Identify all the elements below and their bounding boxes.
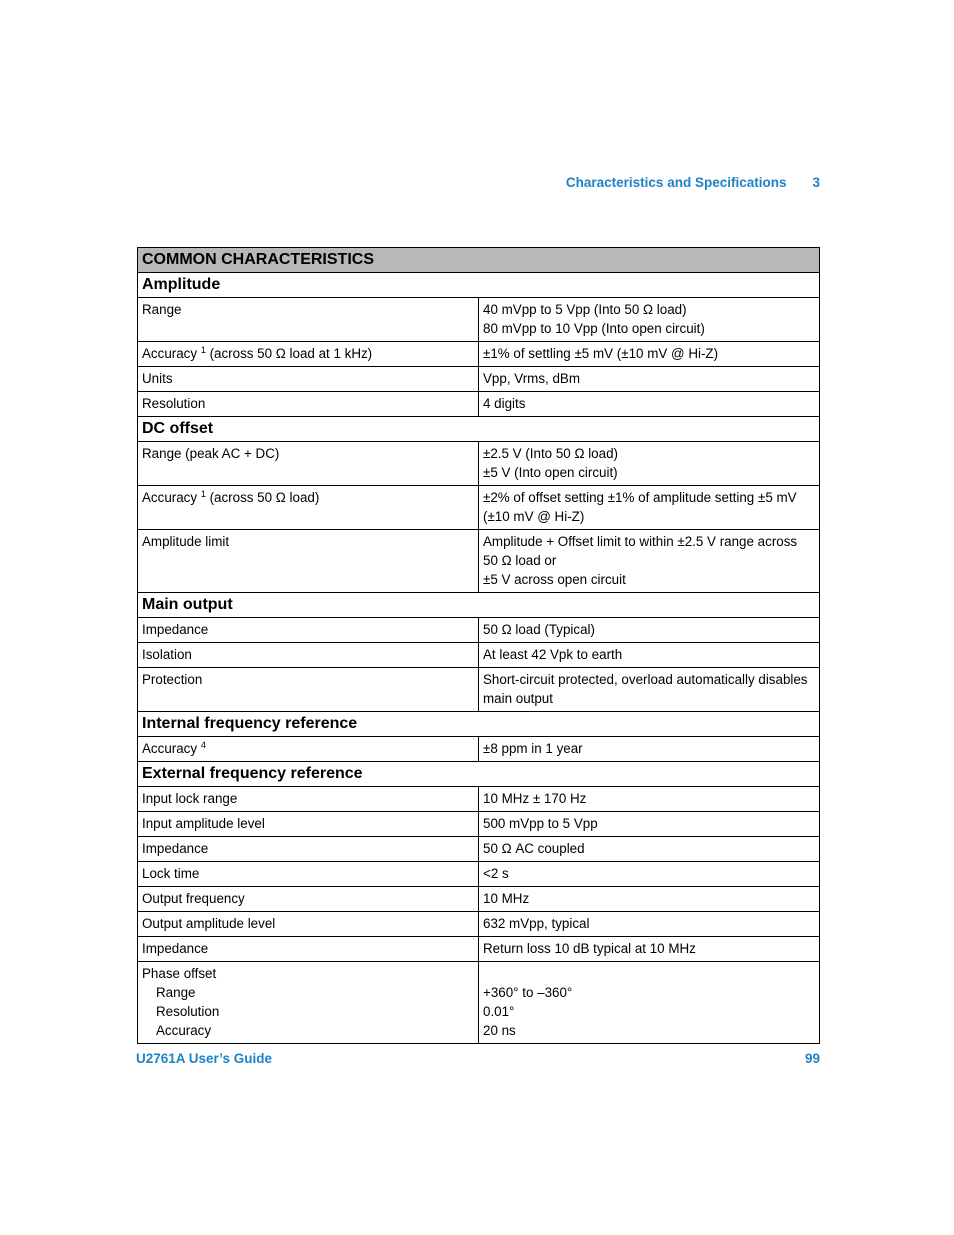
label-text: Accuracy — [142, 490, 198, 505]
table-row — [138, 530, 820, 593]
section-heading-main-output: Main output — [138, 593, 820, 618]
row-label: Output amplitude level — [138, 912, 479, 937]
chapter-number: 3 — [812, 175, 820, 190]
table-row — [138, 442, 820, 486]
value-line: ±5 V across open circuit — [483, 572, 626, 587]
value-line: ±2.5 V (Into 50 Ω load) — [483, 446, 618, 461]
sub-label: Accuracy — [156, 1023, 212, 1038]
page-number: 99 — [804, 1051, 820, 1066]
footnote-ref: 1 — [200, 489, 206, 499]
section-row — [138, 273, 820, 298]
row-label: Amplitude limit — [138, 530, 479, 593]
section-row — [138, 417, 820, 442]
table-row — [138, 962, 820, 1044]
row-value: 50 Ω load (Typical) — [479, 618, 820, 643]
row-label: Input amplitude level — [138, 812, 479, 837]
table-row — [138, 787, 820, 812]
label-text: Accuracy — [142, 346, 198, 361]
row-label: Lock time — [138, 862, 479, 887]
table-row — [138, 668, 820, 712]
value-line: 80 mVpp to 10 Vpp (Into open circuit) — [483, 321, 705, 336]
row-label: Impedance — [138, 937, 479, 962]
section-heading-amplitude: Amplitude — [138, 273, 820, 298]
row-label: Range — [138, 298, 479, 342]
table-row — [138, 367, 820, 392]
phase-offset-label: Phase offset — [142, 966, 217, 981]
value-line: 20 ns — [483, 1023, 516, 1038]
row-label — [138, 737, 479, 762]
row-value: 50 Ω AC coupled — [479, 837, 820, 862]
table-row — [138, 643, 820, 668]
table-row — [138, 392, 820, 417]
row-value: Return loss 10 dB typical at 10 MHz — [479, 937, 820, 962]
row-value: 500 mVpp to 5 Vpp — [479, 812, 820, 837]
section-row — [138, 762, 820, 787]
table-title: COMMON CHARACTERISTICS — [138, 248, 820, 273]
section-row — [138, 712, 820, 737]
section-heading-internal-reference: Internal frequency reference — [138, 712, 820, 737]
value-line: 0.01° — [483, 1004, 515, 1019]
row-value: <2 s — [479, 862, 820, 887]
table-row — [138, 887, 820, 912]
row-value: 632 mVpp, typical — [479, 912, 820, 937]
value-line: (±10 mV @ Hi-Z) — [483, 509, 585, 524]
table-row — [138, 342, 820, 367]
row-label: Units — [138, 367, 479, 392]
row-value — [479, 298, 820, 342]
row-value: Short-circuit protected, overload automatically disables main output — [479, 668, 820, 712]
value-line: +360° to –360° — [483, 985, 573, 1000]
row-value: 10 MHz ± 170 Hz — [479, 787, 820, 812]
section-heading-dc-offset: DC offset — [138, 417, 820, 442]
value-line: ±5 V (Into open circuit) — [483, 465, 618, 480]
table-row — [138, 862, 820, 887]
table-row — [138, 937, 820, 962]
table-row — [138, 837, 820, 862]
table-row — [138, 618, 820, 643]
value-line: Amplitude + Offset limit to within ±2.5 V range across 50 Ω load or — [483, 534, 798, 568]
row-label: Output frequency — [138, 887, 479, 912]
row-label: Input lock range — [138, 787, 479, 812]
row-value — [479, 486, 820, 530]
common-characteristics-table — [137, 247, 820, 1044]
value-line: ±2% of offset setting ±1% of amplitude setting ±5 mV — [483, 490, 797, 505]
row-value: 4 digits — [479, 392, 820, 417]
label-text: (across 50 Ω load at 1 kHz) — [209, 346, 373, 361]
row-value — [479, 530, 820, 593]
row-value: At least 42 Vpk to earth — [479, 643, 820, 668]
table-row — [138, 812, 820, 837]
table-row — [138, 737, 820, 762]
row-value: Vpp, Vrms, dBm — [479, 367, 820, 392]
row-label: Impedance — [138, 837, 479, 862]
row-value — [479, 442, 820, 486]
chapter-title: Characteristics and Specifications — [565, 175, 787, 190]
section-row — [138, 593, 820, 618]
row-label — [138, 486, 479, 530]
row-label: Impedance — [138, 618, 479, 643]
row-label: Protection — [138, 668, 479, 712]
label-text: Accuracy — [142, 741, 198, 756]
sub-label: Range — [156, 985, 196, 1000]
table-row — [138, 486, 820, 530]
table-row — [138, 298, 820, 342]
row-label — [138, 342, 479, 367]
row-label: Isolation — [138, 643, 479, 668]
sub-label: Resolution — [156, 1004, 220, 1019]
guide-title: U2761A User’s Guide — [136, 1051, 273, 1066]
row-value: ±1% of settling ±5 mV (±10 mV @ Hi-Z) — [479, 342, 820, 367]
footnote-ref: 4 — [200, 740, 206, 750]
row-value: ±8 ppm in 1 year — [479, 737, 820, 762]
section-heading-external-reference: External frequency reference — [138, 762, 820, 787]
running-header — [566, 175, 820, 190]
table-title-row — [138, 248, 820, 273]
value-line — [483, 964, 815, 983]
row-label — [138, 962, 479, 1044]
row-label: Resolution — [138, 392, 479, 417]
running-footer — [136, 1051, 820, 1066]
row-label: Range (peak AC + DC) — [138, 442, 479, 486]
value-line: 40 mVpp to 5 Vpp (Into 50 Ω load) — [483, 302, 687, 317]
row-value: 10 MHz — [479, 887, 820, 912]
row-value — [479, 962, 820, 1044]
label-text: (across 50 Ω load) — [209, 490, 320, 505]
table-row — [138, 912, 820, 937]
footnote-ref: 1 — [200, 345, 206, 355]
